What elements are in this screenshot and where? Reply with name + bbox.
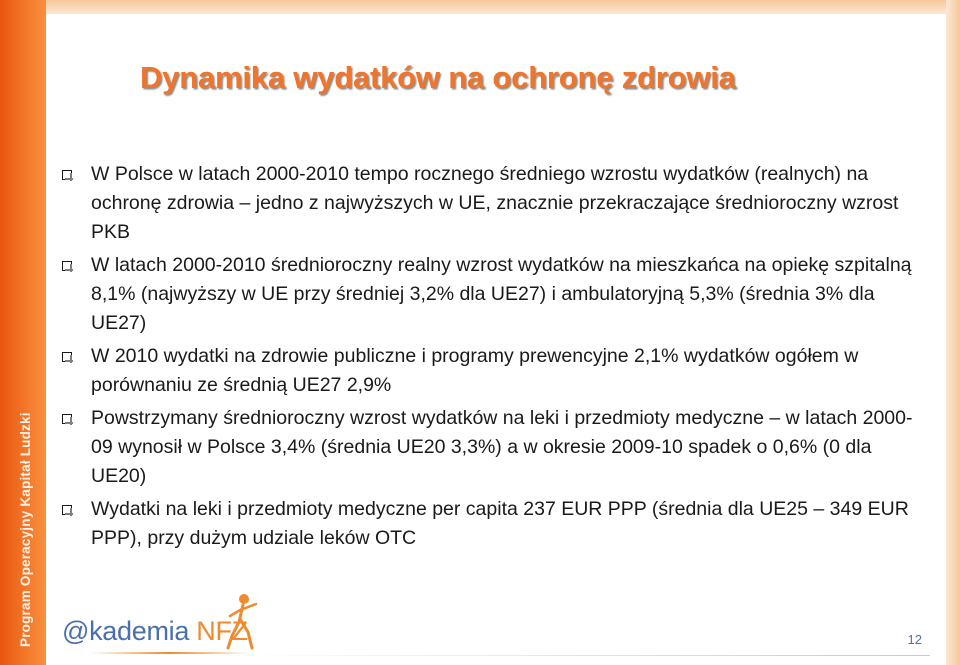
checkbox-bullet-icon xyxy=(62,505,72,515)
bullet-item xyxy=(62,404,922,491)
bullet-item xyxy=(62,495,922,553)
checkbox-bullet-icon xyxy=(62,414,72,424)
left-side-bar xyxy=(0,0,46,665)
bullet-item xyxy=(62,160,922,247)
checkbox-bullet-icon xyxy=(62,170,72,180)
right-decorative-strip xyxy=(946,0,960,665)
checkbox-bullet-icon xyxy=(62,352,72,362)
logo-underline xyxy=(90,652,250,654)
bullet-text: W latach 2000-2010 średnioroczny realny wzrost wydatków na mieszkańca na opiekę szpitalną 8,1% (najwyższy w UE przy średniej 3,2% dla UE27) i ambulatoryjną 5,3% (średnia 3% dla UE27) xyxy=(91,254,912,334)
bullet-item xyxy=(62,342,922,400)
logo-main: @kademia xyxy=(62,616,190,646)
slide-title: Dynamika wydatków na ochronę zdrowia xyxy=(140,60,736,95)
top-decorative-strip xyxy=(46,0,960,14)
bullet-list xyxy=(62,160,922,557)
bullet-text: W 2010 wydatki na zdrowie publiczne i programy prewencyjne 2,1% wydatków ogółem w porównaniu ze średnią UE27 2,9% xyxy=(91,345,859,396)
side-label: Program Operacyjny Kapitał Ludzki xyxy=(18,412,33,647)
logo-text xyxy=(62,616,248,647)
bullet-text: Wydatki na leki i przedmioty medyczne per capita 237 EUR PPP (średnia dla UE25 – 349 EUR PPP), przy dużym udziale leków OTC xyxy=(91,498,909,549)
bullet-item xyxy=(62,251,922,338)
bullet-text: W Polsce w latach 2000-2010 tempo rocznego średniego wzrostu wydatków (realnych) na ochronę zdrowia – jedno z najwyższych w UE, znacznie przekraczające średnioroczny wzrost PKB xyxy=(91,163,899,243)
figure-icon xyxy=(222,592,262,650)
checkbox-bullet-icon xyxy=(62,261,72,271)
logo-suffix: NFZ xyxy=(196,616,248,646)
page-number: 12 xyxy=(907,632,922,647)
akademia-nfz-logo xyxy=(62,590,282,660)
bottom-divider xyxy=(230,655,930,656)
bullet-text: Powstrzymany średnioroczny wzrost wydatków na leki i przedmioty medyczne – w latach 2000-09 wynosił w Polsce 3,4% (średnia UE20 3,3%) a w okresie 2009-10 spadek o 0,6% (0 dla UE20) xyxy=(91,407,913,487)
